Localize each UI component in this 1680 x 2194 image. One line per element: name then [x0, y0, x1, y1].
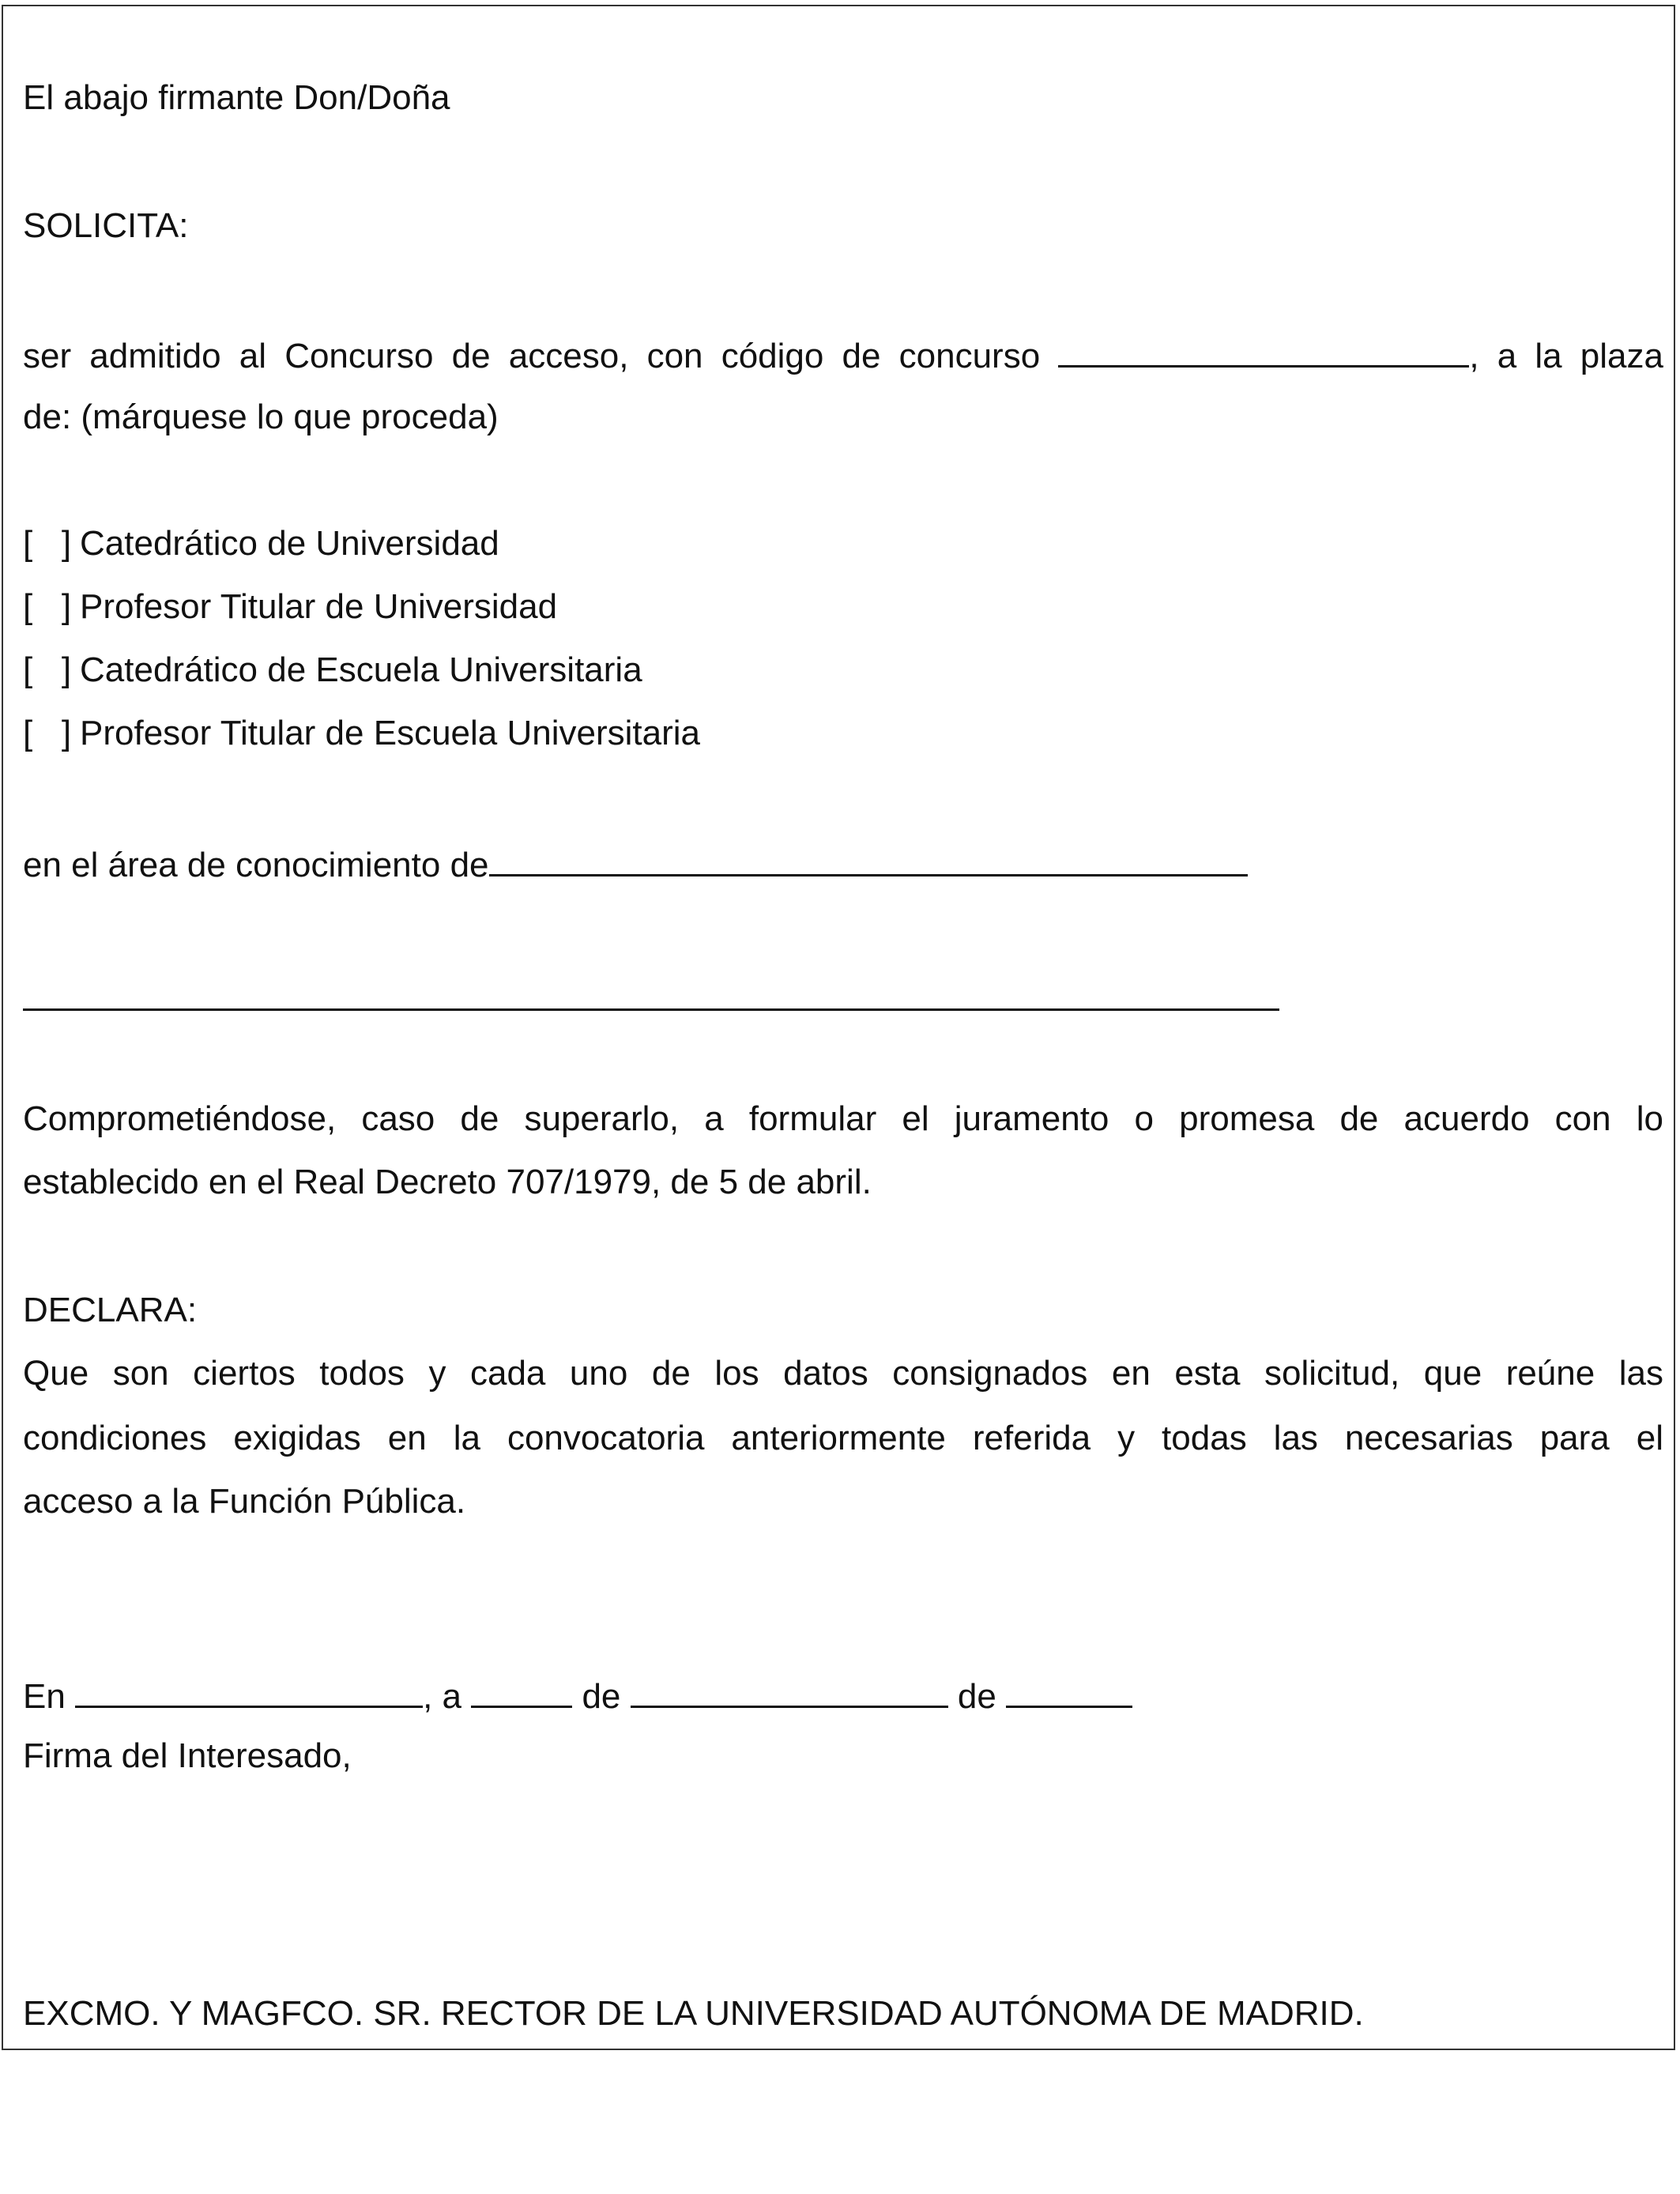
declara-line-1: Que son ciertos todos y cada uno de los datos consignados en esta solicitud, que reúne las [23, 1354, 1663, 1393]
date-en: En [23, 1677, 66, 1716]
commitment-line-1: Comprometiéndose, caso de superarlo, a formular el juramento o promesa de acuerdo con lo [23, 1099, 1663, 1138]
date-de-1: de [582, 1677, 621, 1716]
addressee: EXCMO. Y MAGFCO. SR. RECTOR DE LA UNIVERSIDAD AUTÓNOMA DE MADRID. [23, 1994, 1364, 2033]
checkbox-catedratico-escuela[interactable]: [ ] [23, 650, 72, 689]
area-line [23, 844, 1248, 883]
commitment-line-2: establecido en el Real Decreto 707/1979, de 5 de abril. [23, 1163, 872, 1201]
declara-line-3: acceso a la Función Pública. [23, 1482, 466, 1521]
request-line-1 [23, 335, 1663, 374]
area-field[interactable] [489, 844, 1248, 876]
request-line-2: de: (márquese lo que proceda) [23, 398, 499, 436]
date-a: , a [423, 1677, 461, 1716]
option-profesor-titular-universidad[interactable] [23, 587, 558, 626]
year-field[interactable] [1006, 1676, 1132, 1708]
intro-text: El abajo firmante Don/Doña [23, 78, 450, 117]
solicita-heading: SOLICITA: [23, 206, 189, 245]
day-field[interactable] [471, 1676, 572, 1708]
signature-area[interactable] [23, 1789, 1659, 1986]
area-label: en el área de conocimiento de [23, 846, 489, 884]
contest-code-group [1058, 337, 1663, 375]
area-line-2 [23, 978, 1279, 1017]
option-profesor-titular-escuela[interactable] [23, 716, 700, 751]
option-label: Profesor Titular de Universidad [80, 587, 558, 626]
option-catedratico-escuela[interactable] [23, 650, 642, 689]
application-form [2, 5, 1675, 2050]
option-label: Profesor Titular de Escuela Universitaria [80, 714, 700, 752]
area-field-continued[interactable] [23, 978, 1279, 1011]
request-text-2: , a la plaza [1469, 337, 1663, 375]
signature-label: Firma del Interesado, [23, 1736, 352, 1775]
date-de-2: de [957, 1677, 996, 1716]
date-line [23, 1676, 1132, 1714]
contest-code-field[interactable] [1058, 335, 1469, 368]
option-label: Catedrático de Universidad [80, 524, 499, 563]
request-text: ser admitido al Concurso de acceso, con código de concurso [23, 337, 1041, 375]
checkbox-profesor-titular-universidad[interactable]: [ ] [23, 587, 72, 626]
declara-line-2: condiciones exigidas en la convocatoria anteriormente referida y todas las necesarias para el [23, 1419, 1663, 1457]
declara-heading: DECLARA: [23, 1291, 198, 1329]
place-field[interactable] [75, 1676, 423, 1708]
checkbox-catedratico-universidad[interactable]: [ ] [23, 524, 72, 563]
option-catedratico-universidad[interactable] [23, 526, 499, 561]
option-label: Catedrático de Escuela Universitaria [80, 650, 642, 689]
checkbox-profesor-titular-escuela[interactable]: [ ] [23, 714, 72, 752]
month-field[interactable] [631, 1676, 948, 1708]
